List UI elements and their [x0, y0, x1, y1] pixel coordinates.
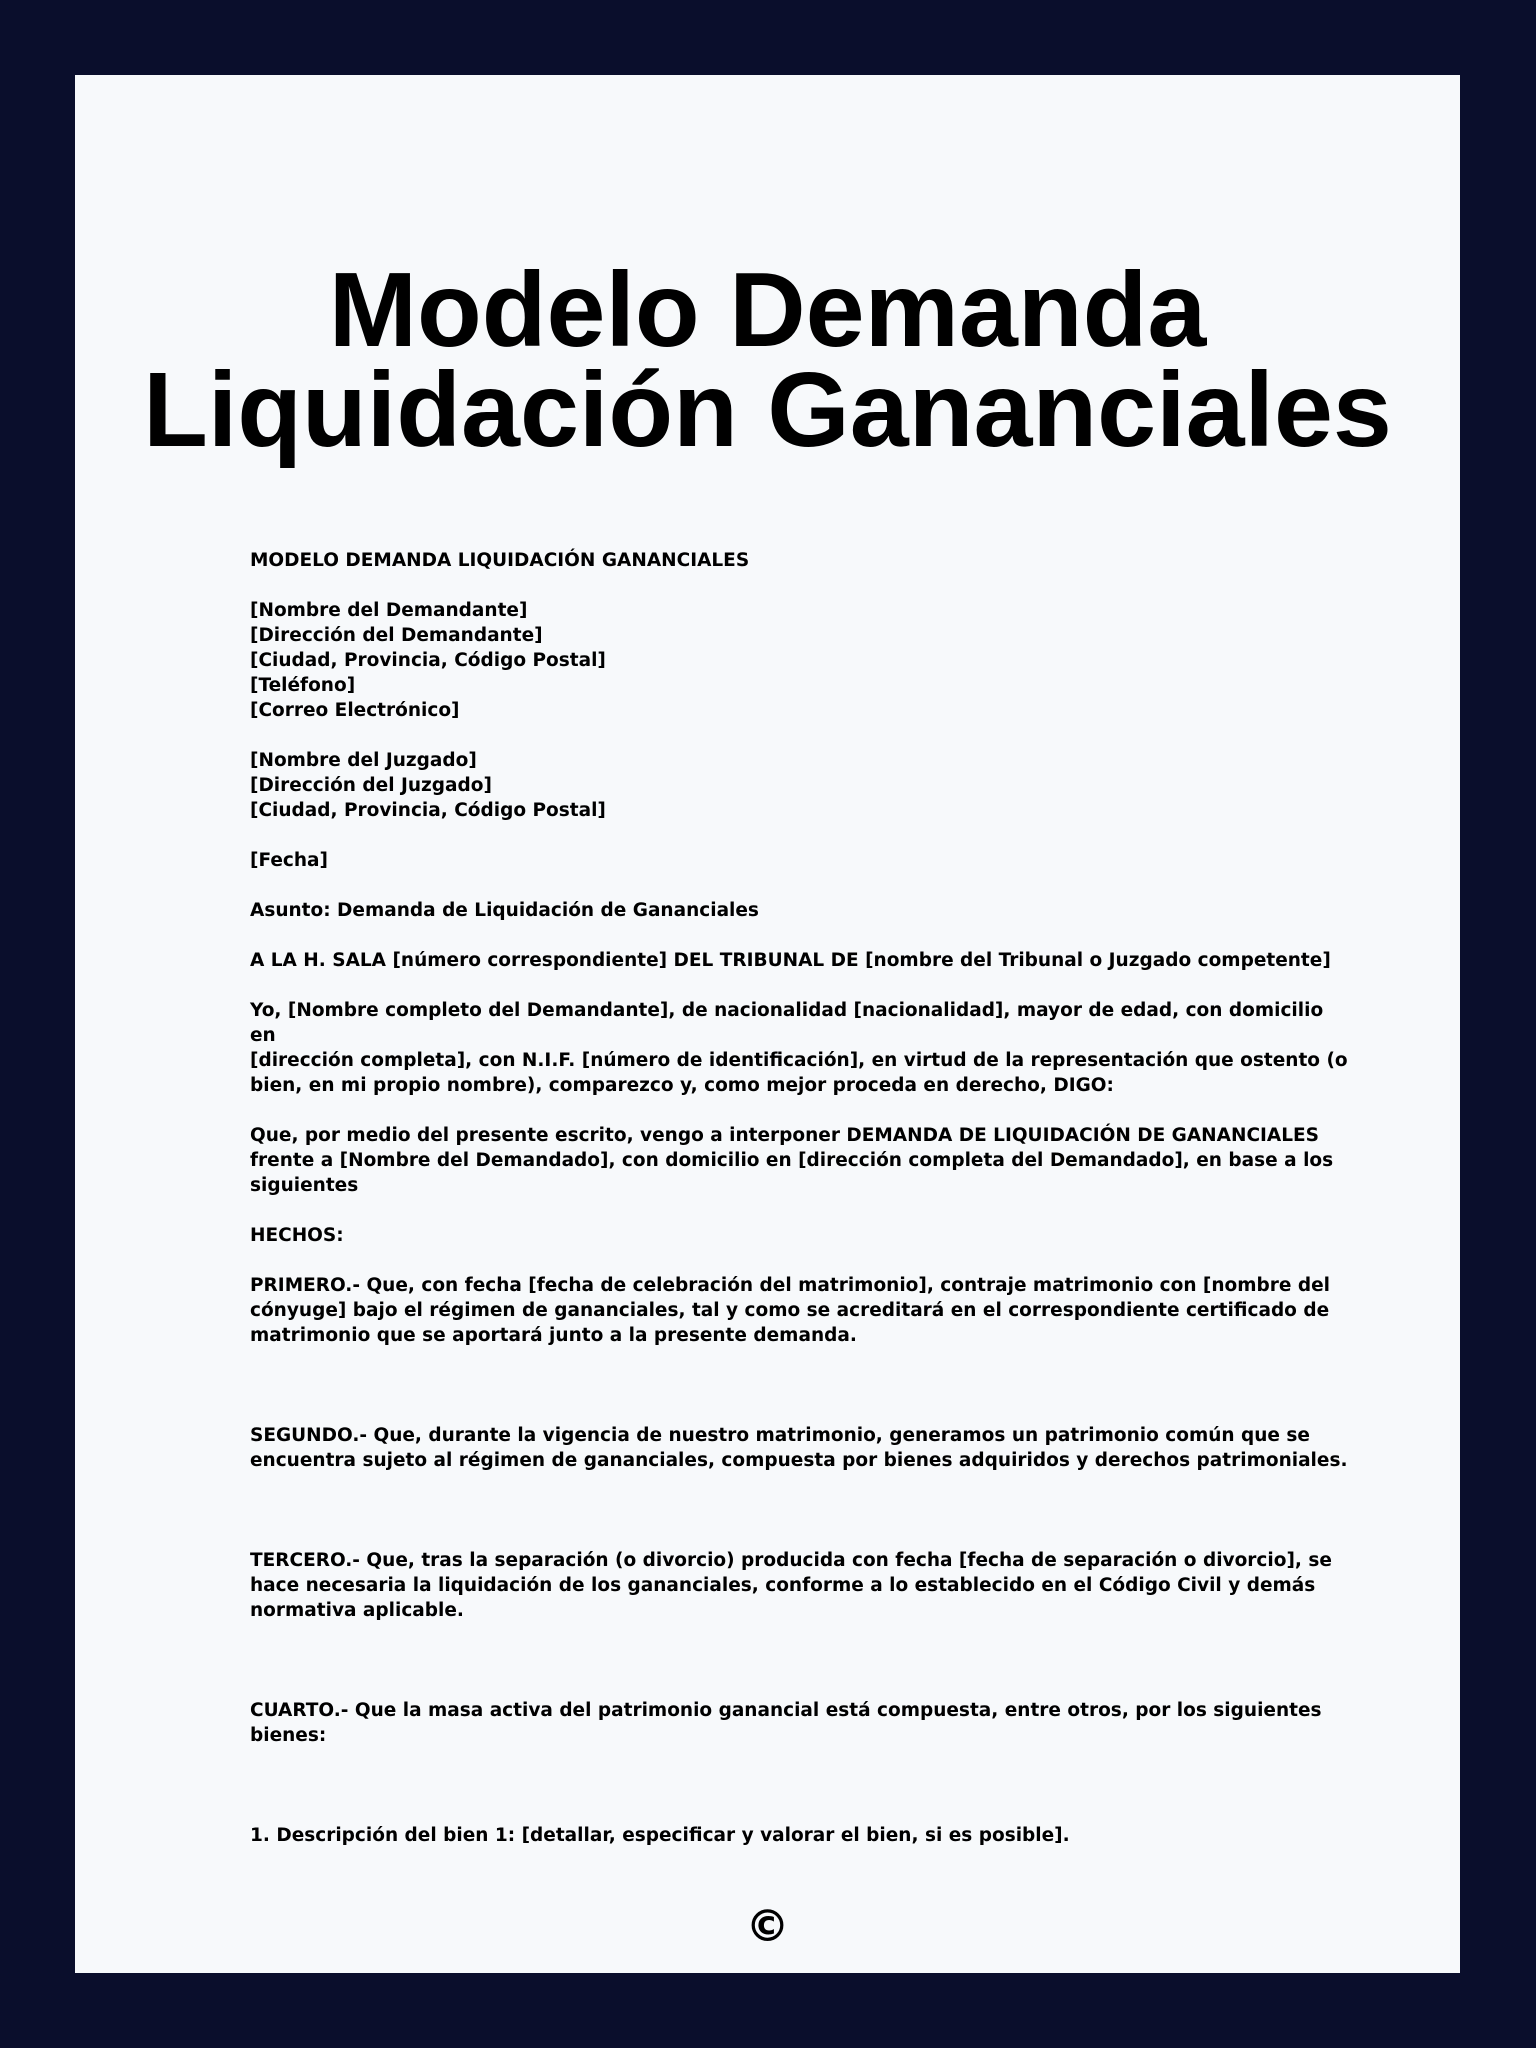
- subject-line: Asunto: Demanda de Liquidación de Gananciales: [250, 900, 759, 921]
- fact-line: bienes:: [250, 1725, 327, 1746]
- plaintiff-city: [Ciudad, Provincia, Código Postal]: [250, 650, 606, 671]
- court-city: [Ciudad, Provincia, Código Postal]: [250, 800, 606, 821]
- fact-line: matrimonio que se aportará junto a la presente demanda.: [250, 1325, 857, 1346]
- document-page: [75, 75, 1460, 1973]
- date-line: [Fecha]: [250, 850, 328, 871]
- document-body: [250, 548, 1350, 1848]
- document-heading: MODELO DEMANDA LIQUIDACIÓN GANANCIALES: [250, 550, 750, 571]
- intro-line: [dirección completa], con N.I.F. [número de identificación], en virtud de la representación que ostento (o: [250, 1050, 1348, 1071]
- fact-segundo: [250, 1423, 1350, 1473]
- plaintiff-email: [Correo Electrónico]: [250, 700, 460, 721]
- intro-line: Yo, [Nombre completo del Demandante], de nacionalidad [nacionalidad], mayor de edad, con domicilio en: [250, 1000, 1330, 1046]
- plaintiff-name: [Nombre del Demandante]: [250, 600, 528, 621]
- fact-line: SEGUNDO.- Que, durante la vigencia de nuestro matrimonio, generamos un patrimonio común que se: [250, 1425, 1310, 1446]
- fact-primero: [250, 1273, 1350, 1348]
- copyright-icon: ©: [745, 1901, 790, 1952]
- plaintiff-block: [250, 598, 1350, 723]
- fact-line: normativa aplicable.: [250, 1600, 464, 1621]
- plaintiff-address: [Dirección del Demandante]: [250, 625, 543, 646]
- addressee-line: A LA H. SALA [número correspondiente] DEL TRIBUNAL DE [nombre del Tribunal o Juzgado competente]: [250, 950, 1331, 971]
- facts-heading: HECHOS:: [250, 1225, 344, 1246]
- fact-line: cónyuge] bajo el régimen de gananciales, tal y como se acreditará en el correspondiente certificado de: [250, 1300, 1330, 1321]
- fact-line: encuentra sujeto al régimen de gananciales, compuesta por bienes adquiridos y derechos patrimoniales.: [250, 1450, 1348, 1471]
- intro-line: bien, en mi propio nombre), comparezco y, como mejor proceda en derecho, DIGO:: [250, 1075, 1114, 1096]
- statement-line: frente a [Nombre del Demandado], con domicilio en [dirección completa del Demandado], en base a los: [250, 1150, 1334, 1171]
- asset-item-1: 1. Descripción del bien 1: [detallar, especificar y valorar el bien, si es posible].: [250, 1825, 1070, 1846]
- statement-paragraph: [250, 1123, 1350, 1198]
- fact-cuarto: [250, 1698, 1350, 1748]
- fact-line: CUARTO.- Que la masa activa del patrimonio ganancial está compuesta, entre otros, por los siguientes: [250, 1700, 1322, 1721]
- court-address: [Dirección del Juzgado]: [250, 775, 492, 796]
- fact-tercero: [250, 1548, 1350, 1623]
- page-title: [75, 251, 1460, 469]
- fact-line: TERCERO.- Que, tras la separación (o divorcio) producida con fecha [fecha de separación o divorcio], se: [250, 1550, 1332, 1571]
- title-line-2: Liquidación Gananciales: [143, 351, 1392, 469]
- statement-line: Que, por medio del presente escrito, vengo a interponer DEMANDA DE LIQUIDACIÓN DE GANANCIALES: [250, 1125, 1319, 1146]
- plaintiff-phone: [Teléfono]: [250, 675, 356, 696]
- court-name: [Nombre del Juzgado]: [250, 750, 477, 771]
- title-line-1: Modelo Demanda: [328, 251, 1207, 369]
- statement-line: siguientes: [250, 1175, 359, 1196]
- fact-line: PRIMERO.- Que, con fecha [fecha de celebración del matrimonio], contraje matrimonio con [nombre del: [250, 1275, 1331, 1296]
- court-block: [250, 748, 1350, 823]
- fact-line: hace necesaria la liquidación de los gananciales, conforme a lo establecido en el Código Civil y demás: [250, 1575, 1316, 1596]
- intro-paragraph: [250, 998, 1350, 1098]
